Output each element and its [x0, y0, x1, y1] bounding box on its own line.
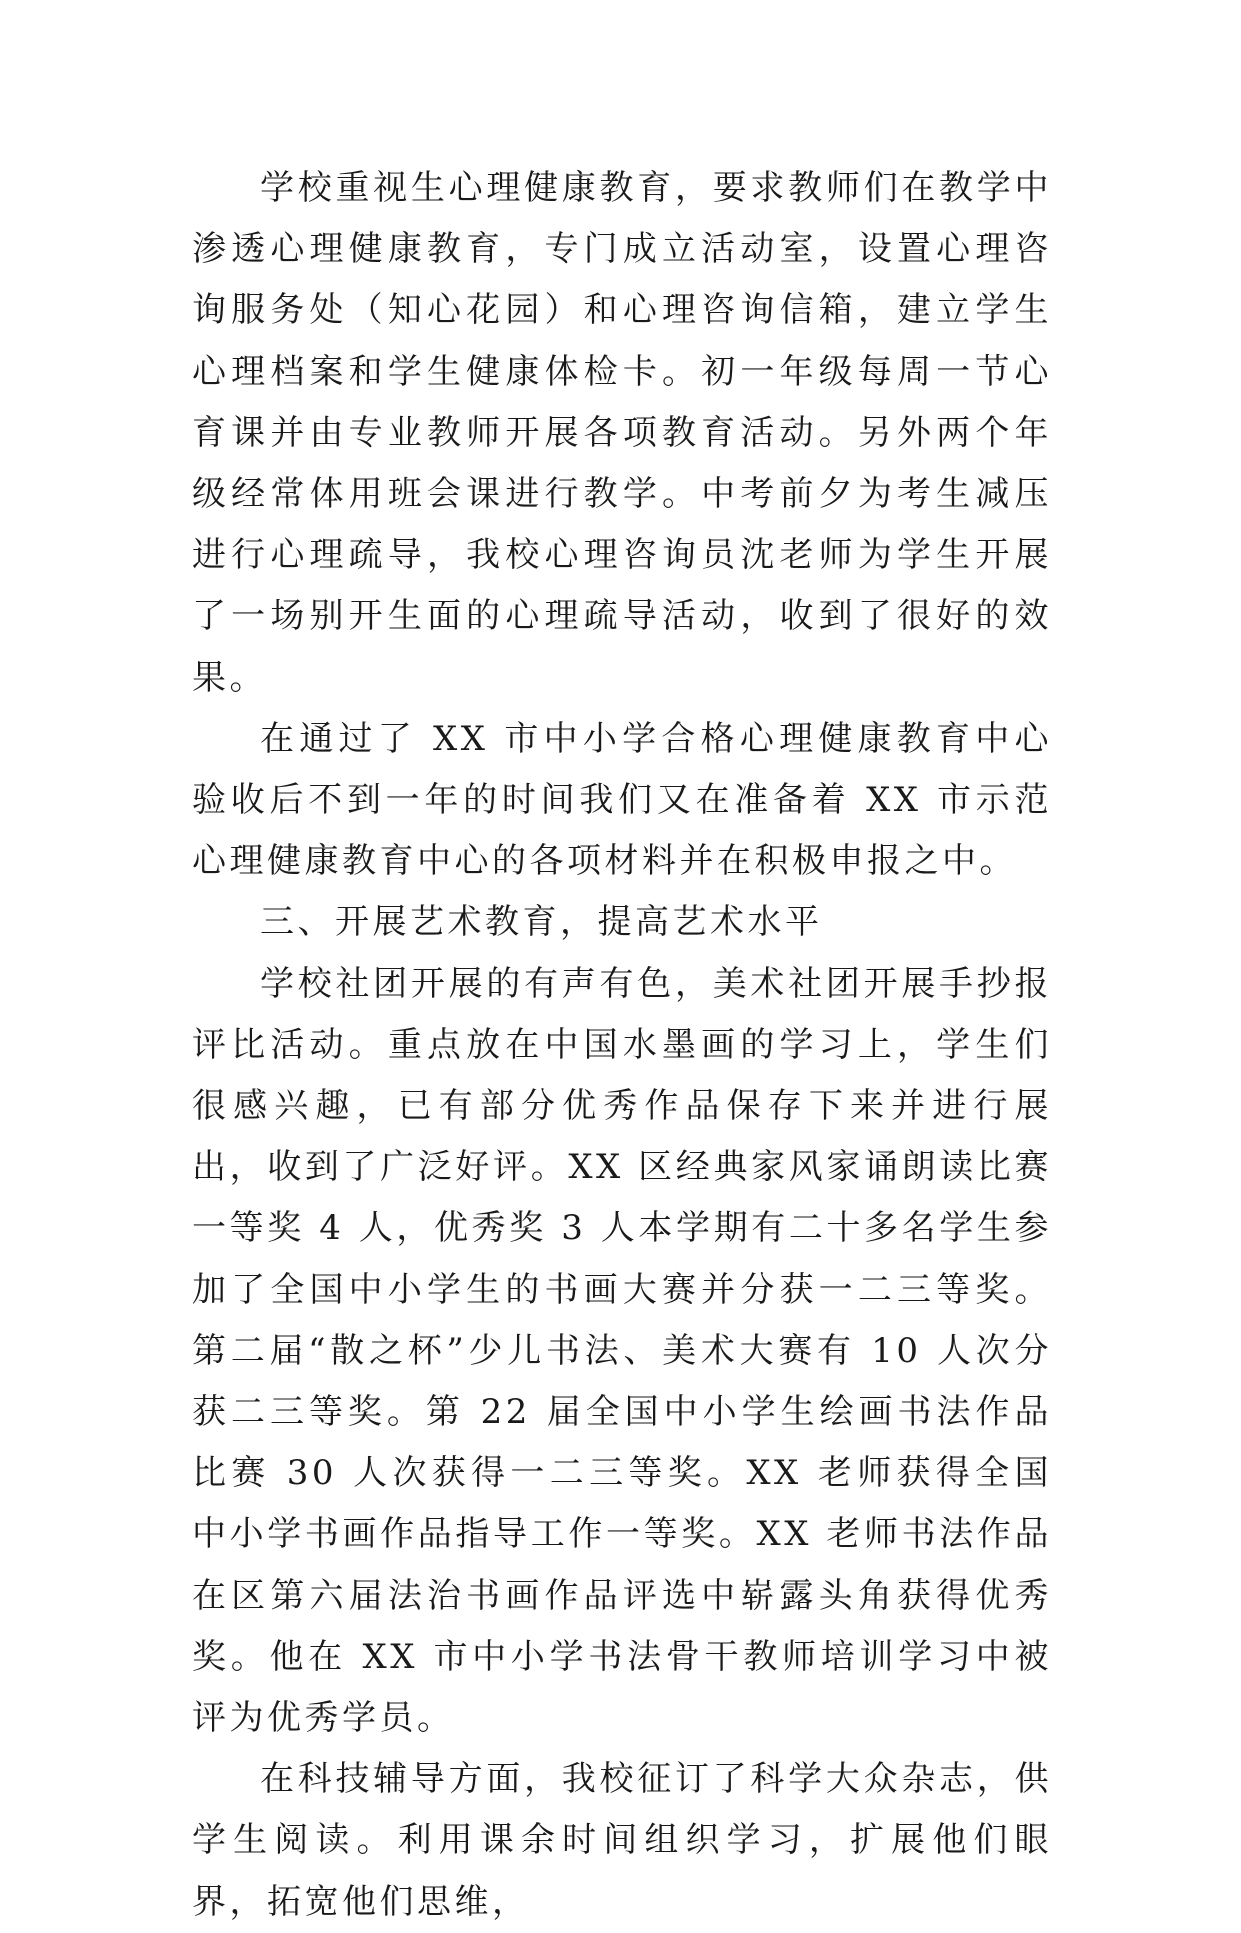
document-body	[192, 158, 1052, 1933]
paragraph-art-clubs-awards: 学校社团开展的有声有色，美术社团开展手抄报评比活动。重点放在中国水墨画的学习上，学生们很感兴趣，已有部分优秀作品保存下来并进行展出，收到了广泛好评。XX 区经典家风家诵朗读比赛一等奖 4 人，优秀奖 3 人本学期有二十多名学生参加了全国中小学生的书画大赛并分获一二三等奖。第二届“散之杯”少儿书法、美术大赛有 10 人次分获二三等奖。第 22 届全国中小学生绘画书法作品比赛 30 人次获得一二三等奖。XX 老师获得全国中小学书画作品指导工作一等奖。XX 老师书法作品在区第六届法治书画作品评选中崭露头角获得优秀奖。他在 XX 市中小学书法骨干教师培训学习中被评为优秀学员。	[192, 963, 1052, 1739]
paragraph-demonstration-center: 在通过了 XX 市中小学合格心理健康教育中心验收后不到一年的时间我们又在准备着 XX 市示范心理健康教育中心的各项材料并在积极申报之中。	[192, 718, 1052, 882]
section-heading-art-education: 三、开展艺术教育，提高艺术水平	[260, 902, 823, 943]
paragraph-mental-health-education: 学校重视生心理健康教育，要求教师们在教学中渗透心理健康教育，专门成立活动室，设置心理咨询服务处（知心花园）和心理咨询信箱，建立学生心理档案和学生健康体检卡。初一年级每周一节心育课并由专业教师开展各项教育活动。另外两个年级经常体用班会课进行教学。中考前夕为考生减压进行心理疏导，我校心理咨询员沈老师为学生开展了一场别开生面的心理疏导活动，收到了很好的效果。	[192, 168, 1052, 698]
paragraph-science-tutoring: 在科技辅导方面，我校征订了科学大众杂志，供学生阅读。利用课余时间组织学习，扩展他们眼界，拓宽他们思维，	[192, 1759, 1052, 1922]
